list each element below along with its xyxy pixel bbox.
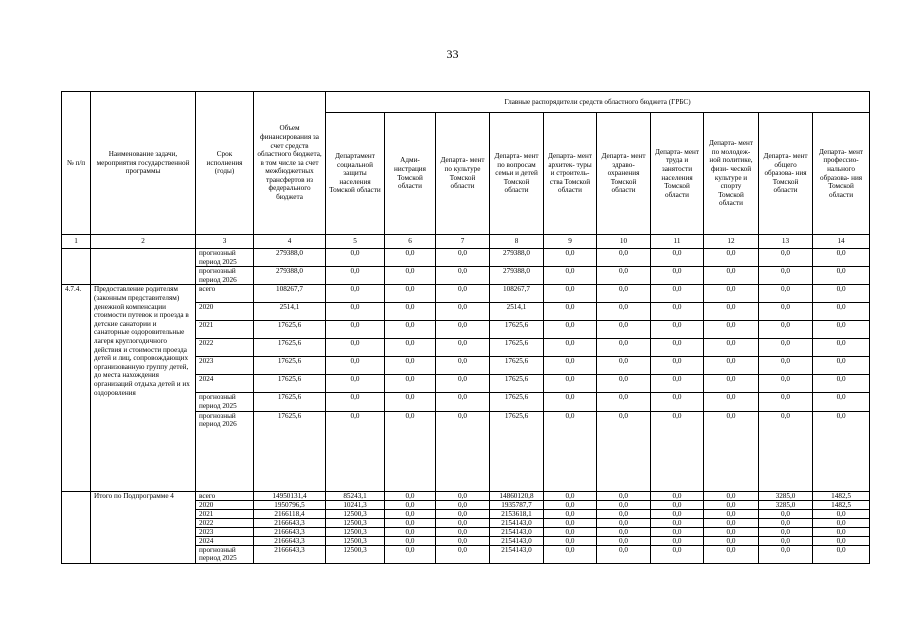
grbs-value-cell: 0,0	[651, 303, 704, 321]
grbs-value-cell: 2154143,0	[490, 545, 544, 563]
grbs-value-cell: 0,0	[704, 339, 759, 357]
grbs-value-cell: 14860120,8	[490, 491, 544, 500]
grbs-value-cell: 0,0	[326, 393, 385, 411]
period-cell: всего	[196, 285, 254, 303]
grbs-value-cell: 0,0	[597, 500, 651, 509]
grbs-value-cell: 0,0	[544, 303, 597, 321]
column-number: 4	[254, 235, 326, 249]
header-dept-architecture: Департа- мент архитек- туры и строитель- ства Томской области	[544, 113, 597, 235]
grbs-value-cell: 0,0	[651, 518, 704, 527]
funding-volume-cell: 279388,0	[254, 267, 326, 285]
grbs-value-cell: 0,0	[597, 285, 651, 303]
grbs-value-cell: 0,0	[436, 536, 490, 545]
grbs-value-cell: 0,0	[544, 500, 597, 509]
header-administration: Адми- нистрация Томской области	[385, 113, 436, 235]
header-grbs-group: Главные распорядители средств областного бюджета (ГРБС)	[326, 92, 870, 113]
grbs-value-cell: 0,0	[326, 321, 385, 339]
grbs-value-cell: 0,0	[597, 249, 651, 267]
grbs-value-cell: 0,0	[597, 491, 651, 500]
grbs-value-cell: 0,0	[326, 303, 385, 321]
grbs-value-cell: 0,0	[704, 267, 759, 285]
grbs-value-cell: 12500,3	[326, 509, 385, 518]
table-row	[62, 285, 870, 303]
column-number: 8	[490, 235, 544, 249]
grbs-value-cell: 0,0	[704, 411, 759, 491]
grbs-value-cell: 0,0	[597, 375, 651, 393]
grbs-value-cell: 0,0	[651, 357, 704, 375]
grbs-value-cell: 0,0	[597, 411, 651, 491]
grbs-value-cell: 0,0	[813, 545, 870, 563]
funding-volume-cell: 17625,6	[254, 357, 326, 375]
grbs-value-cell: 0,0	[651, 339, 704, 357]
grbs-value-cell: 0,0	[651, 509, 704, 518]
grbs-value-cell: 0,0	[385, 500, 436, 509]
table-row	[62, 491, 870, 500]
column-number: 1	[62, 235, 91, 249]
grbs-value-cell: 0,0	[436, 500, 490, 509]
grbs-value-cell: 0,0	[651, 321, 704, 339]
grbs-value-cell: 0,0	[597, 357, 651, 375]
column-number: 9	[544, 235, 597, 249]
grbs-value-cell: 0,0	[436, 518, 490, 527]
grbs-value-cell: 0,0	[544, 249, 597, 267]
item-name: Итого по Подпрограмме 4	[91, 491, 196, 563]
column-number: 5	[326, 235, 385, 249]
grbs-value-cell: 0,0	[651, 267, 704, 285]
period-cell: всего	[196, 491, 254, 500]
grbs-value-cell: 0,0	[704, 303, 759, 321]
grbs-value-cell: 0,0	[704, 249, 759, 267]
column-number: 6	[385, 235, 436, 249]
grbs-value-cell: 0,0	[759, 536, 813, 545]
grbs-value-cell: 0,0	[436, 509, 490, 518]
grbs-value-cell: 0,0	[651, 411, 704, 491]
grbs-value-cell: 0,0	[597, 518, 651, 527]
column-number: 14	[813, 235, 870, 249]
grbs-value-cell: 0,0	[597, 321, 651, 339]
period-cell: прогнозный период 2025	[196, 249, 254, 267]
funding-volume-cell: 2166643,3	[254, 518, 326, 527]
grbs-value-cell: 0,0	[651, 249, 704, 267]
grbs-value-cell: 1482,5	[813, 500, 870, 509]
grbs-value-cell: 0,0	[651, 527, 704, 536]
period-cell: 2023	[196, 357, 254, 375]
item-name	[91, 249, 196, 285]
grbs-value-cell: 0,0	[704, 509, 759, 518]
grbs-value-cell: 17625,6	[490, 393, 544, 411]
grbs-value-cell: 0,0	[651, 536, 704, 545]
grbs-value-cell: 2154143,0	[490, 527, 544, 536]
grbs-value-cell: 0,0	[704, 536, 759, 545]
grbs-value-cell: 0,0	[544, 339, 597, 357]
grbs-value-cell: 0,0	[813, 357, 870, 375]
grbs-value-cell: 17625,6	[490, 321, 544, 339]
grbs-value-cell: 0,0	[597, 267, 651, 285]
grbs-value-cell: 2514,1	[490, 303, 544, 321]
grbs-value-cell: 0,0	[436, 249, 490, 267]
funding-volume-cell: 2514,1	[254, 303, 326, 321]
grbs-value-cell: 0,0	[759, 527, 813, 536]
grbs-value-cell: 0,0	[759, 411, 813, 491]
funding-volume-cell: 2166643,3	[254, 545, 326, 563]
header-dept-youth-sport: Департа- мент по молодеж- ной политике, физи- ческой культуре и спорту Томской области	[704, 113, 759, 235]
grbs-value-cell: 0,0	[759, 518, 813, 527]
grbs-value-cell: 0,0	[704, 491, 759, 500]
grbs-value-cell: 279388,0	[490, 267, 544, 285]
period-cell: 2022	[196, 518, 254, 527]
grbs-value-cell: 0,0	[436, 285, 490, 303]
grbs-value-cell: 0,0	[759, 321, 813, 339]
period-cell: прогнозный период 2025	[196, 545, 254, 563]
grbs-value-cell: 0,0	[597, 545, 651, 563]
grbs-value-cell: 0,0	[436, 303, 490, 321]
period-cell: 2021	[196, 509, 254, 518]
grbs-value-cell: 1935787,7	[490, 500, 544, 509]
header-funding-volume: Объем финансирования за счет средств областного бюджета, в том числе за счет межбюджетных трансфертов из федерального бюджета	[254, 92, 326, 235]
grbs-value-cell: 0,0	[759, 267, 813, 285]
grbs-value-cell: 0,0	[704, 500, 759, 509]
grbs-value-cell: 0,0	[385, 339, 436, 357]
grbs-value-cell: 0,0	[704, 518, 759, 527]
funding-volume-cell: 17625,6	[254, 411, 326, 491]
grbs-value-cell: 3285,0	[759, 500, 813, 509]
grbs-value-cell: 0,0	[759, 375, 813, 393]
grbs-value-cell: 0,0	[544, 411, 597, 491]
grbs-value-cell: 0,0	[544, 518, 597, 527]
header-dept-social-protection: Департамент социальной защиты населения Томской области	[326, 113, 385, 235]
funding-volume-cell: 279388,0	[254, 249, 326, 267]
grbs-value-cell: 0,0	[813, 518, 870, 527]
grbs-value-cell: 0,0	[597, 527, 651, 536]
period-cell: 2024	[196, 375, 254, 393]
grbs-value-cell: 0,0	[436, 393, 490, 411]
grbs-value-cell: 0,0	[597, 536, 651, 545]
grbs-value-cell: 0,0	[651, 545, 704, 563]
period-cell: 2020	[196, 500, 254, 509]
grbs-value-cell: 0,0	[326, 357, 385, 375]
grbs-value-cell: 0,0	[759, 357, 813, 375]
header-name: Наименование задачи, мероприятия государственной программы	[91, 92, 196, 235]
item-number	[62, 491, 91, 563]
grbs-value-cell: 0,0	[704, 527, 759, 536]
funding-volume-cell: 17625,6	[254, 321, 326, 339]
grbs-value-cell: 2153618,1	[490, 509, 544, 518]
column-number: 13	[759, 235, 813, 249]
grbs-value-cell: 0,0	[544, 285, 597, 303]
grbs-value-cell: 12500,3	[326, 518, 385, 527]
grbs-value-cell: 0,0	[544, 375, 597, 393]
grbs-value-cell: 0,0	[436, 267, 490, 285]
grbs-value-cell: 0,0	[544, 545, 597, 563]
grbs-value-cell: 0,0	[759, 545, 813, 563]
column-number: 2	[91, 235, 196, 249]
grbs-value-cell: 0,0	[651, 375, 704, 393]
funding-volume-cell: 17625,6	[254, 393, 326, 411]
header-dept-general-education: Департа- мент общего образова- ния Томской области	[759, 113, 813, 235]
grbs-value-cell: 0,0	[385, 536, 436, 545]
grbs-value-cell: 0,0	[385, 267, 436, 285]
page-number: 33	[446, 47, 459, 61]
period-cell: 2021	[196, 321, 254, 339]
grbs-value-cell: 0,0	[651, 500, 704, 509]
grbs-value-cell: 0,0	[813, 393, 870, 411]
period-cell: прогнозный период 2025	[196, 393, 254, 411]
funding-volume-cell: 17625,6	[254, 339, 326, 357]
grbs-value-cell: 0,0	[704, 321, 759, 339]
item-name: Предоставление родителям (законным представителям) денежной компенсации стоимости путевок и проезда в детские санатории и санаторные оздоровительные лагеря круглогодичного действия и стоимости проезда детей и лиц, сопровождающих организованную группу детей, до места нахождения организаций отдыха детей и их оздоровления	[91, 285, 196, 491]
grbs-value-cell: 0,0	[759, 303, 813, 321]
grbs-value-cell: 0,0	[436, 411, 490, 491]
period-cell: прогнозный период 2026	[196, 267, 254, 285]
grbs-value-cell: 0,0	[326, 249, 385, 267]
funding-volume-cell: 17625,6	[254, 375, 326, 393]
grbs-value-cell: 0,0	[813, 527, 870, 536]
header-dept-culture: Департа- мент по культуре Томской области	[436, 113, 490, 235]
grbs-value-cell: 12500,3	[326, 545, 385, 563]
grbs-value-cell: 0,0	[385, 393, 436, 411]
grbs-value-cell: 0,0	[326, 411, 385, 491]
grbs-value-cell: 0,0	[436, 357, 490, 375]
grbs-value-cell: 0,0	[759, 339, 813, 357]
grbs-value-cell: 0,0	[385, 518, 436, 527]
financing-table	[61, 91, 870, 564]
grbs-value-cell: 0,0	[813, 509, 870, 518]
period-cell: 2023	[196, 527, 254, 536]
column-number: 3	[196, 235, 254, 249]
grbs-value-cell: 0,0	[544, 393, 597, 411]
grbs-value-cell: 0,0	[813, 339, 870, 357]
grbs-value-cell: 0,0	[813, 321, 870, 339]
period-cell: 2022	[196, 339, 254, 357]
funding-volume-cell: 2166643,3	[254, 536, 326, 545]
grbs-value-cell: 0,0	[759, 509, 813, 518]
header-dept-professional-education: Департа- мент профессио- нального образова- ния Томской области	[813, 113, 870, 235]
grbs-value-cell: 0,0	[651, 393, 704, 411]
column-number: 12	[704, 235, 759, 249]
grbs-value-cell: 0,0	[759, 393, 813, 411]
grbs-value-cell: 0,0	[813, 267, 870, 285]
grbs-value-cell: 0,0	[385, 527, 436, 536]
grbs-value-cell: 17625,6	[490, 357, 544, 375]
grbs-value-cell: 0,0	[704, 285, 759, 303]
header-dept-healthcare: Департа- мент здраво- охранения Томской области	[597, 113, 651, 235]
grbs-value-cell: 0,0	[326, 339, 385, 357]
grbs-value-cell: 12500,3	[326, 527, 385, 536]
grbs-value-cell: 0,0	[326, 285, 385, 303]
grbs-value-cell: 0,0	[597, 393, 651, 411]
grbs-value-cell: 0,0	[385, 357, 436, 375]
grbs-value-cell: 10241,3	[326, 500, 385, 509]
grbs-value-cell: 0,0	[704, 393, 759, 411]
period-cell: 2024	[196, 536, 254, 545]
column-number: 7	[436, 235, 490, 249]
grbs-value-cell: 85243,1	[326, 491, 385, 500]
grbs-value-cell: 0,0	[813, 249, 870, 267]
grbs-value-cell: 0,0	[326, 267, 385, 285]
grbs-value-cell: 0,0	[597, 339, 651, 357]
grbs-value-cell: 0,0	[813, 411, 870, 491]
grbs-value-cell: 0,0	[544, 267, 597, 285]
grbs-value-cell: 0,0	[813, 285, 870, 303]
grbs-value-cell: 0,0	[385, 321, 436, 339]
grbs-value-cell: 0,0	[813, 536, 870, 545]
grbs-value-cell: 0,0	[385, 303, 436, 321]
grbs-value-cell: 17625,6	[490, 375, 544, 393]
grbs-value-cell: 0,0	[544, 509, 597, 518]
grbs-value-cell: 0,0	[651, 491, 704, 500]
grbs-value-cell: 0,0	[436, 545, 490, 563]
grbs-value-cell: 0,0	[385, 509, 436, 518]
funding-volume-cell: 108267,7	[254, 285, 326, 303]
item-number	[62, 249, 91, 285]
period-cell: 2020	[196, 303, 254, 321]
funding-volume-cell: 2166643,3	[254, 527, 326, 536]
grbs-value-cell: 0,0	[544, 536, 597, 545]
grbs-value-cell: 0,0	[544, 527, 597, 536]
grbs-value-cell: 0,0	[326, 375, 385, 393]
item-number: 4.7.4.	[62, 285, 91, 491]
grbs-value-cell: 0,0	[436, 339, 490, 357]
grbs-value-cell: 0,0	[544, 357, 597, 375]
funding-volume-cell: 1950796,5	[254, 500, 326, 509]
grbs-value-cell: 3285,0	[759, 491, 813, 500]
grbs-value-cell: 17625,6	[490, 411, 544, 491]
grbs-value-cell: 0,0	[436, 527, 490, 536]
funding-volume-cell: 2166118,4	[254, 509, 326, 518]
period-cell: прогнозный период 2026	[196, 411, 254, 491]
grbs-value-cell: 0,0	[385, 411, 436, 491]
grbs-value-cell: 0,0	[704, 375, 759, 393]
grbs-value-cell: 0,0	[385, 545, 436, 563]
grbs-value-cell: 2154143,0	[490, 518, 544, 527]
grbs-value-cell: 0,0	[704, 357, 759, 375]
grbs-value-cell: 0,0	[385, 375, 436, 393]
grbs-value-cell: 0,0	[544, 321, 597, 339]
grbs-value-cell: 12500,3	[326, 536, 385, 545]
grbs-value-cell: 0,0	[385, 491, 436, 500]
grbs-value-cell: 0,0	[436, 491, 490, 500]
header-number: № п/п	[62, 92, 91, 235]
grbs-value-cell: 0,0	[813, 303, 870, 321]
grbs-value-cell: 0,0	[597, 509, 651, 518]
grbs-value-cell: 108267,7	[490, 285, 544, 303]
table-row	[62, 249, 870, 267]
grbs-value-cell: 0,0	[385, 285, 436, 303]
grbs-value-cell: 279388,0	[490, 249, 544, 267]
grbs-value-cell: 0,0	[651, 285, 704, 303]
grbs-value-cell: 17625,6	[490, 339, 544, 357]
grbs-value-cell: 0,0	[759, 285, 813, 303]
header-period: Срок исполнения (годы)	[196, 92, 254, 235]
grbs-value-cell: 2154143,0	[490, 536, 544, 545]
grbs-value-cell: 1482,5	[813, 491, 870, 500]
grbs-value-cell: 0,0	[436, 321, 490, 339]
grbs-value-cell: 0,0	[704, 545, 759, 563]
grbs-value-cell: 0,0	[759, 249, 813, 267]
column-number: 10	[597, 235, 651, 249]
grbs-value-cell: 0,0	[813, 375, 870, 393]
grbs-value-cell: 0,0	[436, 375, 490, 393]
header-dept-family-children: Департа- мент по вопросам семьи и детей Томской области	[490, 113, 544, 235]
grbs-value-cell: 0,0	[597, 303, 651, 321]
grbs-value-cell: 0,0	[385, 249, 436, 267]
grbs-value-cell: 0,0	[544, 491, 597, 500]
header-dept-labor: Департа- мент труда и занятости населения Томской области	[651, 113, 704, 235]
column-number: 11	[651, 235, 704, 249]
funding-volume-cell: 14950131,4	[254, 491, 326, 500]
